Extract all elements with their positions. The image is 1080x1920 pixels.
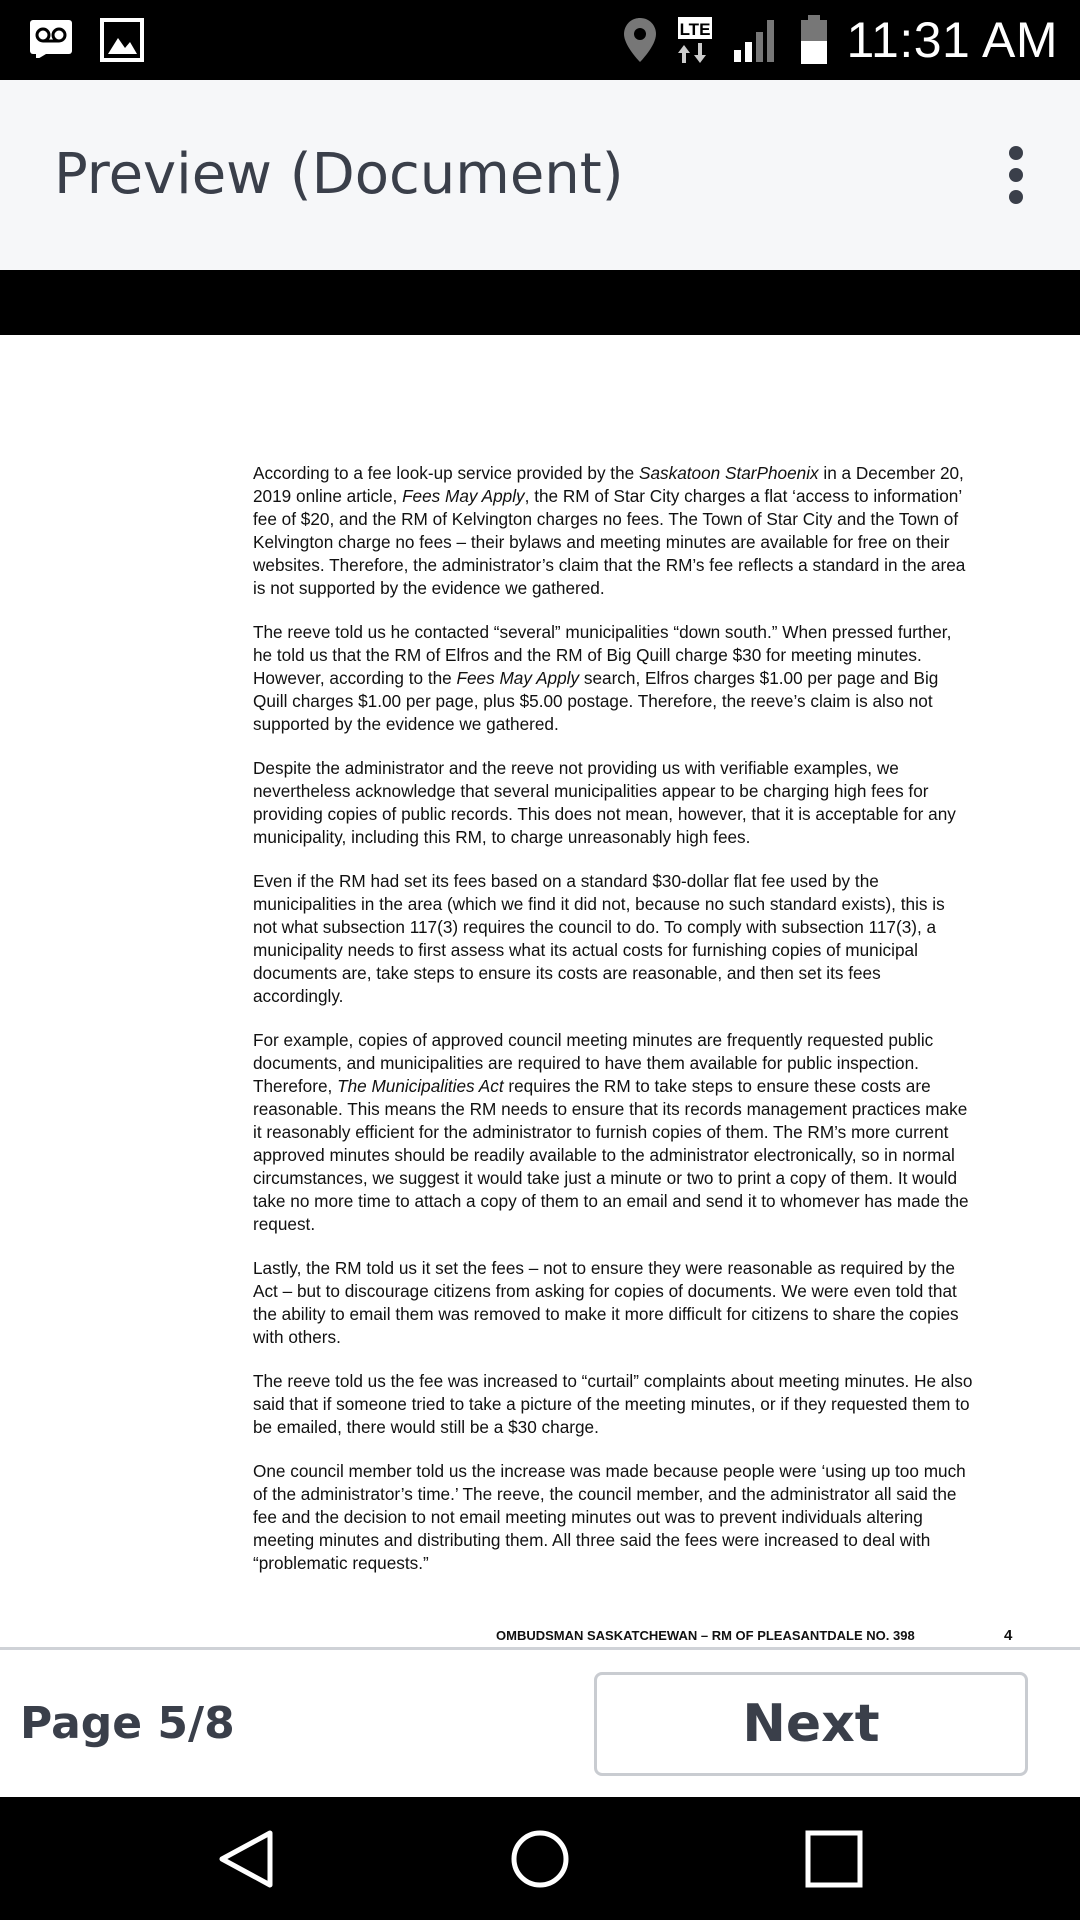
- italic-title: The Municipalities Act: [337, 1076, 504, 1096]
- italic-title: Fees May Apply: [456, 668, 580, 688]
- navigation-bar: [0, 1797, 1080, 1920]
- back-icon[interactable]: [214, 1827, 278, 1891]
- document-paragraph: [253, 1460, 973, 1575]
- document-paragraph: [253, 621, 973, 736]
- text-run: The reeve told us he contacted “several” municipalities “down south.” When pressed further, he told us that the RM of Elfros and the RM of Big Quill charge $30 for meeting minutes. However, according to the: [253, 622, 952, 688]
- app-bar: [0, 80, 1080, 270]
- text-run: The reeve told us the fee was increased to “curtail” complaints about meeting minutes. He also said that if someone tried to take a picture of the meeting minutes, or if they requested them to be emailed, there would still be a $30 charge.: [253, 1371, 973, 1437]
- document-paragraph: [253, 757, 973, 849]
- location-icon: [622, 16, 658, 64]
- text-run: Lastly, the RM told us it set the fees – not to ensure they were reasonable as required by the Act – but to discourage citizens from asking for copies of documents. We were even told that the ability to email them was removed to make it more difficult for citizens to share the copies with others.: [253, 1258, 959, 1347]
- text-run: , the RM of Star City charges a flat ‘access to information’ fee of $20, and the RM of Kelvington charges no fees. The Town of Star City and the Town of Kelvington charge no fees – their bylaws and meeting minutes are available for free on their websites. Therefore, the administrator’s claim that the RM’s fee reflects a standard in the area is not supported by the evidence we gathered.: [253, 486, 966, 598]
- recents-icon[interactable]: [802, 1827, 866, 1891]
- document-paragraph: [253, 870, 973, 1008]
- battery-icon: [800, 15, 828, 65]
- document-paragraph: [253, 462, 973, 600]
- status-bar: [0, 0, 1080, 80]
- italic-title: Saskatoon StarPhoenix: [638, 463, 819, 483]
- more-vert-icon[interactable]: [1004, 146, 1028, 204]
- text-run: For example, copies of approved council meeting minutes are frequently requested public documents, and municipalities are required to have them available for public inspection. Therefore,: [253, 1030, 934, 1096]
- document-paragraph: [253, 1370, 973, 1439]
- document-page[interactable]: [0, 335, 1080, 1647]
- voicemail-icon: [28, 18, 74, 58]
- lte-icon: [676, 15, 714, 65]
- clock: 11:31 AM: [846, 12, 1058, 68]
- text-run: Even if the RM had set its fees based on a standard $30-dollar flat fee used by the municipalities in the area (which we find it did not, because no such standard exists), this is not what subsection 117(3) requires the council to do. To comply with subsection 117(3), a municipality needs to first assess what its actual costs for furnishing copies of municipal documents are, take steps to ensure its costs are reasonable, and then set its fees accordingly.: [253, 871, 945, 1006]
- separator-band: [0, 270, 1080, 335]
- document-body: [253, 462, 973, 1596]
- image-icon: [100, 18, 144, 62]
- signal-icon: [732, 16, 782, 64]
- text-run: Despite the administrator and the reeve not providing us with verifiable examples, we nevertheless acknowledge that several municipalities appear to be charging high fees for providing copies of public records. This does not mean, however, that it is acceptable for any municipality, including this RM, to charge unreasonably high fees.: [253, 758, 956, 847]
- text-run: One council member told us the increase was made because people were ‘using up too much of the administrator’s time.’ The reeve, the council member, and the administrator all said the fee and the decision to not email meeting minutes out was to prevent individuals altering meeting minutes and distributing them. All three said the fees were increased to deal with “problematic requests.”: [253, 1461, 966, 1573]
- text-run: requires the RM to take steps to ensure these costs are reasonable. This means the RM needs to ensure that its records management practices make it reasonably efficient for the administrator to furnish copies of them. The RM’s more current approved minutes should be readily available to the administrator electronically, so in normal circumstances, we suggest it would take just a minute or two to print a copy of them. It would take no more time to attach a copy of them to an email and send it to whomever has made the request.: [253, 1076, 969, 1234]
- lte-label: LTE: [680, 20, 711, 39]
- page-indicator: Page 5/8: [20, 1698, 235, 1749]
- text-run: in a December 20, 2019 online article,: [253, 463, 964, 506]
- text-run: According to a fee look-up service provided by the: [253, 463, 639, 483]
- document-paragraph: [253, 1257, 973, 1349]
- pager-bar: [0, 1647, 1080, 1797]
- page-title: Preview (Document): [54, 142, 624, 207]
- document-footer: OMBUDSMAN SASKATCHEWAN – RM OF PLEASANTDALE NO. 398: [496, 1628, 915, 1643]
- next-button[interactable]: Next: [594, 1672, 1028, 1776]
- home-icon[interactable]: [508, 1827, 572, 1891]
- document-paragraph: [253, 1029, 973, 1236]
- italic-title: Fees May Apply: [402, 486, 525, 506]
- document-page-number: 4: [1004, 1627, 1013, 1644]
- text-run: search, Elfros charges $1.00 per page and Big Quill charges $1.00 per page, plus $5.00 postage. Therefore, the reeve’s claim is also not supported by the evidence we gathered.: [253, 668, 939, 734]
